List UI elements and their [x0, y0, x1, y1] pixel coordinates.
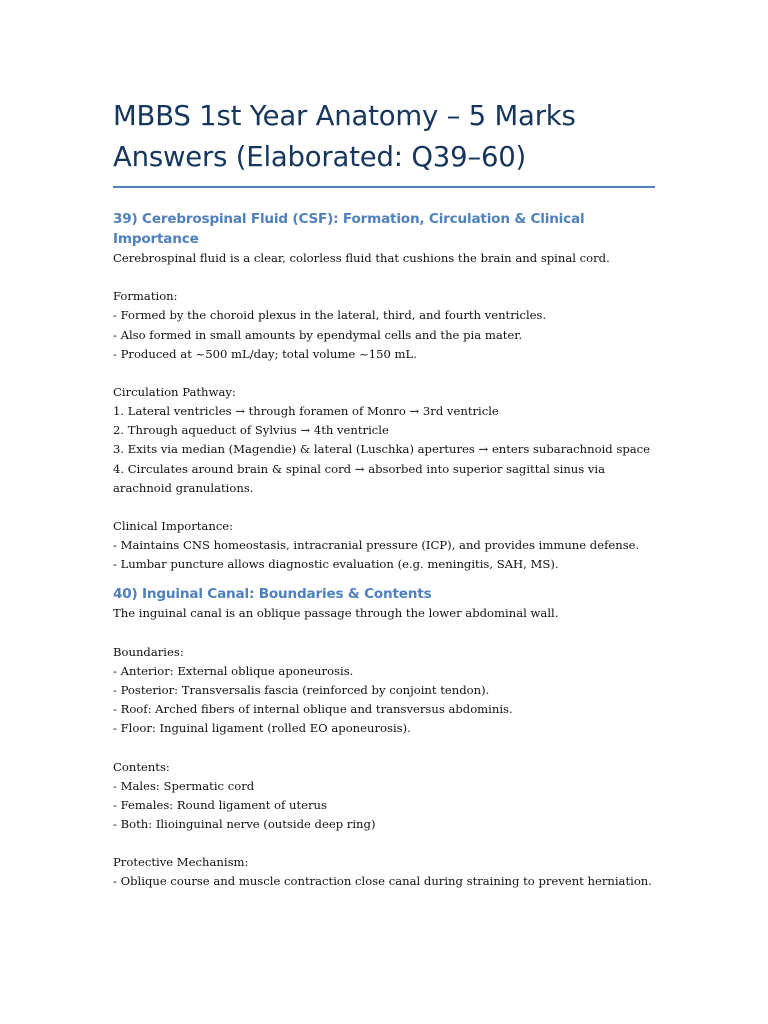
text-line: - Posterior: Transversalis fascia (reinforced by conjoint tendon). — [113, 682, 490, 697]
text-line: - Anterior: External oblique aponeurosis. — [113, 663, 354, 678]
text-line: - Males: Spermatic cord — [113, 778, 255, 793]
document-page — [113, 96, 658, 892]
text-line: - Females: Round ligament of uterus — [113, 797, 327, 812]
text-line: Protective Mechanism: — [113, 855, 249, 870]
section-heading-csf: 39) Cerebrospinal Fluid (CSF): Formation, Circulation & Clinical Importance — [113, 211, 585, 247]
text-line: 2. Through aqueduct of Sylvius → 4th ventricle — [113, 423, 389, 438]
text-line: 1. Lateral ventricles → through foramen of Monro → 3rd ventricle — [113, 404, 499, 419]
blank-line — [113, 498, 658, 517]
blank-line — [113, 268, 658, 287]
document-title-line-2: Answers (Elaborated: Q39–60) — [113, 141, 527, 173]
text-line: The inguinal canal is an oblique passage through the lower abdominal wall. — [113, 606, 559, 621]
section-body-csf — [113, 249, 658, 574]
text-line: - Oblique course and muscle contraction close canal during straining to prevent herniation. — [113, 874, 652, 889]
text-line: Circulation Pathway: — [113, 384, 236, 399]
text-line: - Floor: Inguinal ligament (rolled EO aponeurosis). — [113, 721, 411, 736]
text-line: 3. Exits via median (Magendie) & lateral (Luschka) apertures → enters subarachnoid space — [113, 442, 651, 457]
text-line: - Lumbar puncture allows diagnostic evaluation (e.g. meningitis, SAH, MS). — [113, 557, 559, 572]
text-line: 4. Circulates around brain & spinal cord → absorbed into superior sagittal sinus via — [113, 461, 606, 476]
text-line: arachnoid granulations. — [113, 480, 254, 495]
text-line: Clinical Importance: — [113, 518, 234, 533]
text-line: Boundaries: — [113, 644, 184, 659]
section-body-inguinal-canal — [113, 604, 658, 891]
text-line: Contents: — [113, 759, 170, 774]
text-line: Cerebrospinal fluid is a clear, colorless fluid that cushions the brain and spinal cord. — [113, 251, 610, 265]
blank-line — [113, 624, 658, 643]
blank-line — [113, 364, 658, 383]
text-line: - Both: Ilioinguinal nerve (outside deep ring) — [113, 816, 376, 831]
document-title — [113, 96, 658, 178]
text-line: Formation: — [113, 289, 178, 304]
blank-line — [113, 738, 658, 757]
text-line: - Also formed in small amounts by ependymal cells and the pia mater. — [113, 327, 523, 342]
title-divider — [113, 186, 655, 188]
section-heading-inguinal-canal: 40) Inguinal Canal: Boundaries & Contents — [113, 586, 432, 603]
document-title-line-1: MBBS 1st Year Anatomy – 5 Marks — [113, 100, 576, 132]
text-line: - Produced at ~500 mL/day; total volume ~150 mL. — [113, 346, 417, 361]
text-line: - Maintains CNS homeostasis, intracranial pressure (ICP), and provides immune defense. — [113, 538, 640, 553]
text-line: - Formed by the choroid plexus in the lateral, third, and fourth ventricles. — [113, 308, 547, 323]
blank-line — [113, 834, 658, 853]
text-line: - Roof: Arched fibers of internal oblique and transversus abdominis. — [113, 702, 513, 717]
